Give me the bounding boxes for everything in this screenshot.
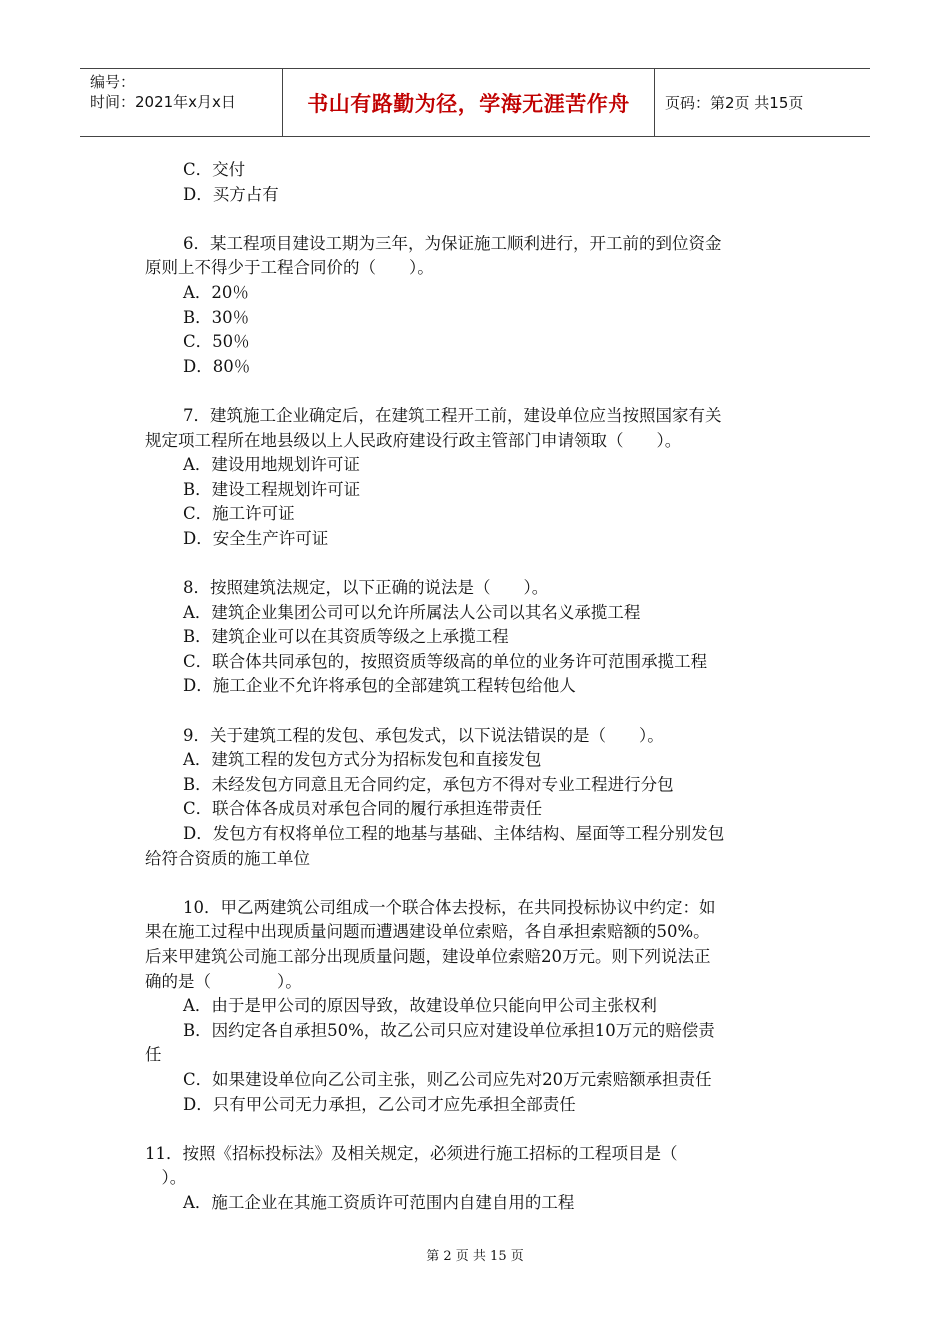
text-line: B．未经发包方同意且无合同约定，承包方不得对专业工程进行分包 <box>183 774 674 794</box>
paragraph-gap <box>145 552 810 577</box>
text-line: C．联合体共同承包的，按照资质等级高的单位的业务许可范围承揽工程 <box>183 651 708 671</box>
text-line: B．建设工程规划许可证 <box>183 479 361 499</box>
text-line: D．施工企业不允许将承包的全部建筑工程转包给他人 <box>183 676 576 696</box>
text-line: 8．按照建筑法规定，以下正确的说法是（ ）。 <box>183 578 549 598</box>
page-info-text: 页码：第2页 共15页 <box>665 94 804 112</box>
question-content <box>145 158 810 1216</box>
text-line: A．建设用地规划许可证 <box>183 455 360 475</box>
text-line: 规定项工程所在地县级以上人民政府建设行政主管部门申请领取（ ）。 <box>145 430 682 450</box>
text-line: B．30％ <box>183 307 250 327</box>
text-line: B．因约定各自承担50%，故乙公司只应对建设单位承担10万元的赔偿责 <box>183 1020 715 1040</box>
text-line: 原则上不得少于工程合同价的（ ）。 <box>145 258 434 278</box>
text-line: C．交付 <box>183 160 246 179</box>
document-time-label: 时间：2021年x月x日 <box>90 93 236 111</box>
paragraph-gap <box>145 871 810 896</box>
text-line: 6．某工程项目建设工期为三年，为保证施工顺利进行，开工前的到位资金 <box>183 233 722 253</box>
text-line: D．买方占有 <box>183 184 279 204</box>
paragraph-gap <box>145 1117 810 1142</box>
text-line: C．如果建设单位向乙公司主张，则乙公司应先对20万元索赔额承担责任 <box>183 1069 712 1089</box>
paragraph-gap <box>145 207 810 232</box>
text-line: 7．建筑施工企业确定后，在建筑工程开工前，建设单位应当按照国家有关 <box>183 405 722 425</box>
paragraph-gap <box>145 379 810 404</box>
page-header <box>80 68 870 137</box>
text-line: D．发包方有权将单位工程的地基与基础、主体结构、屋面等工程分别发包 <box>183 824 725 844</box>
text-line: 后来甲建筑公司施工部分出现质量问题，建设单位索赔20万元。则下列说法正 <box>145 947 711 966</box>
page-footer: 第 2 页 共 15 页 <box>426 1249 524 1264</box>
text-line: D．只有甲公司无力承担，乙公司才应先承担全部责任 <box>183 1094 576 1114</box>
text-line: 11．按照《招标投标法》及相关规定，必须进行施工招标的工程项目是（ <box>145 1143 678 1163</box>
text-line: 确的是（ ）。 <box>145 971 302 991</box>
header-meta <box>80 69 282 136</box>
text-line: C．联合体各成员对承包合同的履行承担连带责任 <box>183 799 543 819</box>
text-line: C．50％ <box>183 332 250 352</box>
text-line: 给符合资质的施工单位 <box>145 848 310 868</box>
text-line: D．80％ <box>183 356 251 376</box>
text-line: A．建筑工程的发包方式分为招标发包和直接发包 <box>183 750 542 770</box>
text-line: A．施工企业在其施工资质许可范围内自建自用的工程 <box>183 1192 575 1212</box>
motto-text: 书山有路勤为径，学海无涯苦作舟 <box>307 91 630 116</box>
text-line: B．建筑企业可以在其资质等级之上承揽工程 <box>183 627 509 647</box>
header-motto <box>282 69 655 136</box>
paragraph-gap <box>145 699 810 724</box>
text-line: A．建筑企业集团公司可以允许所属法人公司以其名义承揽工程 <box>183 602 641 622</box>
text-line: A．20％ <box>183 282 249 302</box>
text-line: A．由于是甲公司的原因导致，故建设单位只能向甲公司主张权利 <box>183 996 657 1016</box>
text-line: 任 <box>145 1045 162 1065</box>
header-page-info <box>655 69 870 136</box>
text-line: ）。 <box>145 1168 187 1188</box>
document-number-label: 编号： <box>90 73 136 91</box>
text-line: 果在施工过程中出现质量问题而遭遇建设单位索赔，各自承担索赔额的50%。 <box>145 922 710 942</box>
text-line: D．安全生产许可证 <box>183 528 329 548</box>
text-line: 9．关于建筑工程的发包、承包发式，以下说法错误的是（ ）。 <box>183 725 664 745</box>
text-line: C．施工许可证 <box>183 504 295 524</box>
text-line: 10．甲乙两建筑公司组成一个联合体去投标，在共同投标协议中约定：如 <box>183 897 716 917</box>
